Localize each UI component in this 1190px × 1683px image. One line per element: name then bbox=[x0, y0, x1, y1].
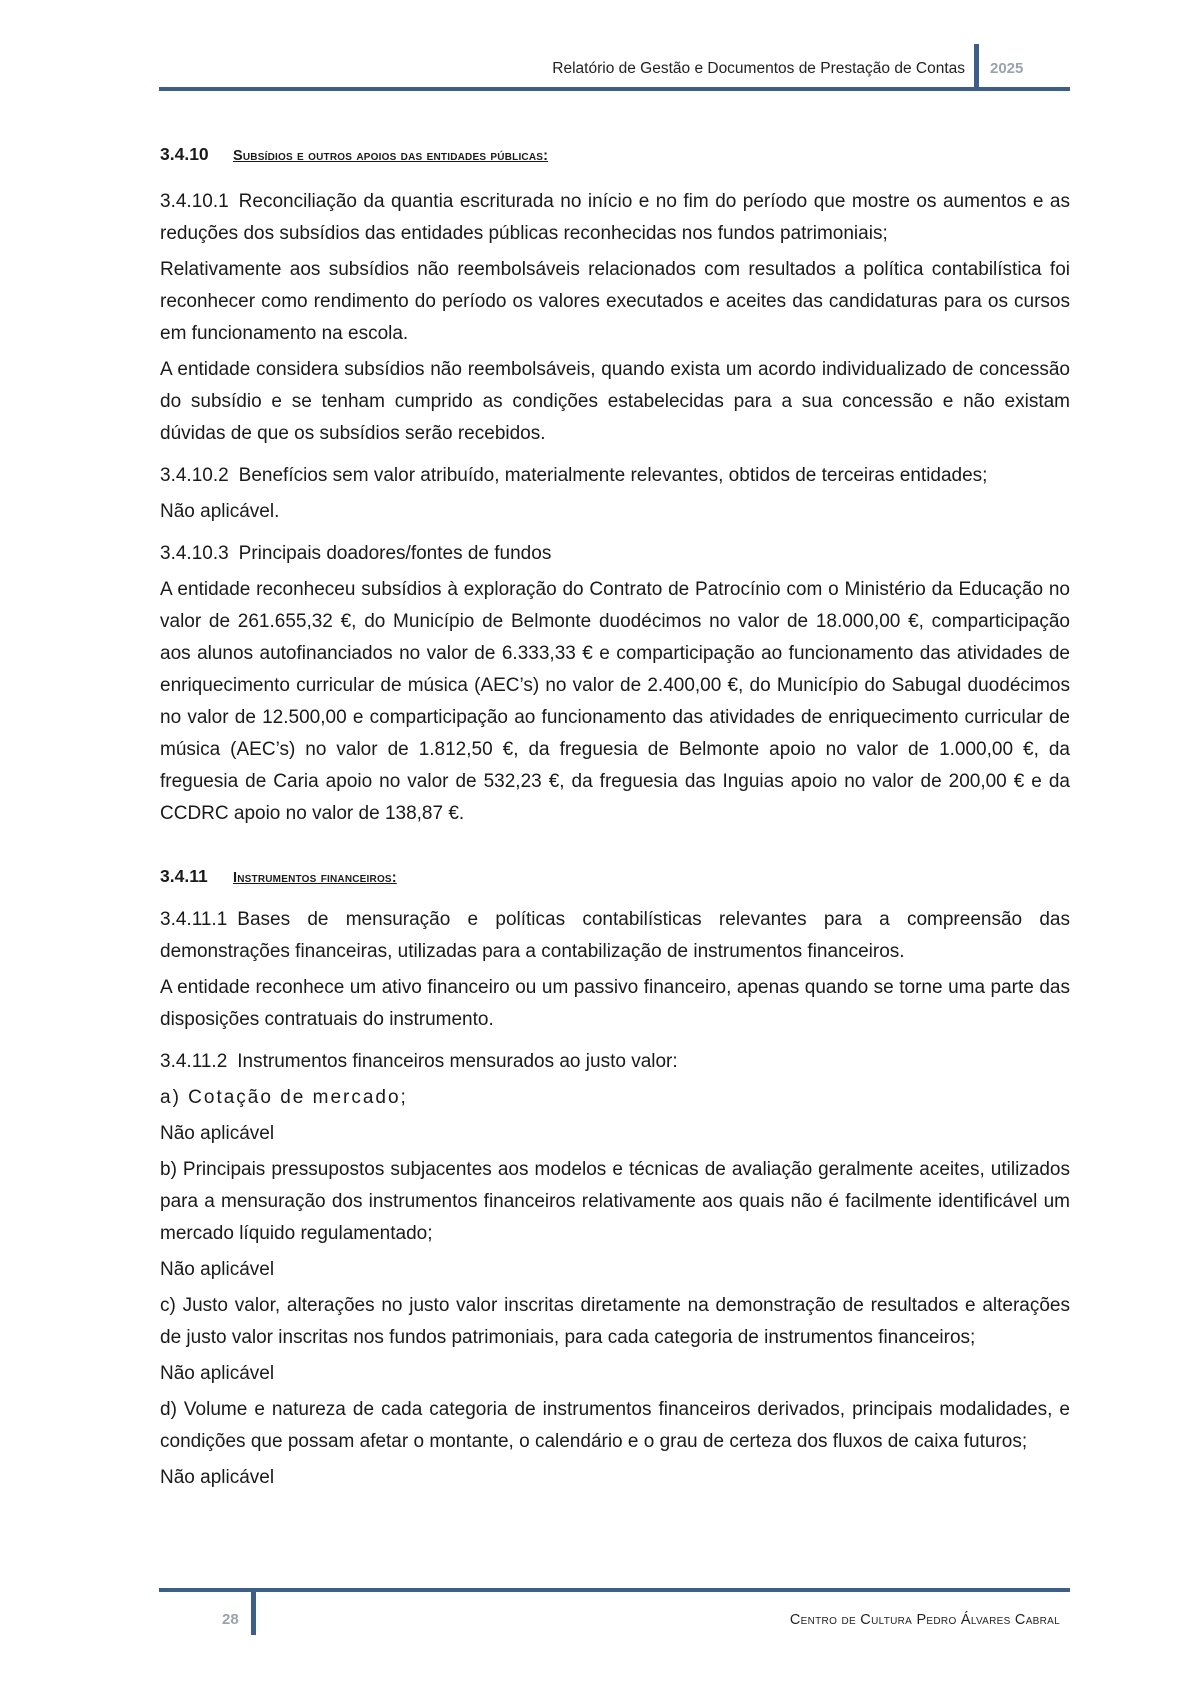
section-heading-3-4-11 bbox=[160, 864, 1070, 890]
subsection-text: Instrumentos financeiros mensurados ao justo valor: bbox=[237, 1051, 678, 1072]
page-content bbox=[160, 142, 1070, 1494]
page-number: 28 bbox=[222, 1611, 239, 1628]
header-rule bbox=[159, 87, 1070, 91]
paragraph: Não aplicável. bbox=[160, 501, 280, 522]
paragraph: Relativamente aos subsídios não reembolsáveis relacionados com resultados a política contabilística foi reconhecer como rendimento do período os valores executados e aceites das candidaturas para os cursos em funcionamento na escola. bbox=[160, 259, 1070, 344]
answer-text: Não aplicável bbox=[160, 1259, 275, 1280]
subsection-number: 3.4.10.2 bbox=[160, 465, 229, 486]
header-year: 2025 bbox=[990, 60, 1024, 77]
subsection-3-4-10-3-heading bbox=[160, 538, 1070, 570]
section-number: 3.4.11 bbox=[160, 866, 208, 886]
section-number: 3.4.10 bbox=[160, 144, 209, 164]
subsection-text: Principais doadores/fontes de fundos bbox=[238, 543, 552, 564]
subsection-3-4-11-1-heading bbox=[160, 904, 1070, 968]
subsection-number: 3.4.11.2 bbox=[160, 1051, 228, 1072]
paragraph: A entidade considera subsídios não reembolsáveis, quando exista um acordo individualizado de concessão do subsídio e se tenham cumprido as condições estabelecidas para a sua concessão e não existam dúvidas de que os subsídios serão recebidos. bbox=[160, 359, 1070, 444]
subsection-3-4-10-2-heading bbox=[160, 460, 1070, 492]
answer-text: Não aplicável bbox=[160, 1363, 275, 1384]
subsection-text: Bases de mensuração e políticas contabilísticas relevantes para a compreensão das demonstrações financeiras, utilizadas para a contabilização de instrumentos financeiros. bbox=[160, 909, 1070, 962]
list-item: c) Justo valor, alterações no justo valor inscritas diretamente na demonstração de resultados e alterações de justo valor inscritas nos fundos patrimoniais, para cada categoria de instrumentos financeiros; bbox=[160, 1295, 1070, 1348]
paragraph: A entidade reconheceu subsídios à exploração do Contrato de Patrocínio com o Ministério da Educação no valor de 261.655,32 €, do Município de Belmonte duodécimos no valor de 18.000,00 €, comparticipação aos alunos autofinanciados no valor de 6.333,33 € e comparticipação ao funcionamento das atividades de enriquecimento curricular de música (AEC’s) no valor de 2.400,00 €, do Município do Sabugal duodécimos no valor de 12.500,00 e comparticipação ao funcionamento das atividades de enriquecimento curricular de música (AEC’s) no valor de 1.812,50 €, da freguesia de Belmonte apoio no valor de 1.000,00 €, da freguesia de Caria apoio no valor de 532,23 €, da freguesia das Inguias apoio no valor de 200,00 € e da CCDRC apoio no valor de 138,87 €. bbox=[160, 579, 1070, 824]
subsection-3-4-10-1-heading bbox=[160, 186, 1070, 250]
header-divider bbox=[974, 44, 979, 90]
footer-divider bbox=[251, 1589, 256, 1635]
list-item: b) Principais pressupostos subjacentes aos modelos e técnicas de avaliação geralmente aceites, utilizados para a mensuração dos instrumentos financeiros relativamente aos quais não é facilmente identificável um mercado líquido regulamentado; bbox=[160, 1159, 1070, 1244]
paragraph: A entidade reconhece um ativo financeiro ou um passivo financeiro, apenas quando se torne uma parte das disposições contratuais do instrumento. bbox=[160, 977, 1070, 1030]
list-item: a) Cotação de mercado; bbox=[160, 1087, 408, 1108]
section-heading-3-4-10 bbox=[160, 142, 1070, 168]
subsection-text: Benefícios sem valor atribuído, materialmente relevantes, obtidos de terceiras entidades; bbox=[238, 465, 988, 486]
subsection-number: 3.4.10.3 bbox=[160, 543, 229, 564]
footer-rule bbox=[159, 1588, 1070, 1592]
subsection-text: Reconciliação da quantia escriturada no início e no fim do período que mostre os aumentos e as reduções dos subsídios das entidades públicas reconhecidas nos fundos patrimoniais; bbox=[160, 191, 1070, 244]
section-title: Instrumentos financeiros: bbox=[233, 870, 397, 886]
subsection-number: 3.4.11.1 bbox=[160, 909, 228, 930]
answer-text: Não aplicável bbox=[160, 1467, 275, 1488]
list-item: d) Volume e natureza de cada categoria de instrumentos financeiros derivados, principais modalidades, e condições que possam afetar o montante, o calendário e o grau de certeza dos fluxos de caixa futuros; bbox=[160, 1399, 1070, 1452]
subsection-number: 3.4.10.1 bbox=[160, 191, 229, 212]
section-title: Subsídios e outros apoios das entidades públicas: bbox=[233, 148, 549, 164]
footer-organization: Centro de Cultura Pedro Álvares Cabral bbox=[789, 1612, 1060, 1628]
header-title: Relatório de Gestão e Documentos de Prestação de Contas bbox=[552, 60, 965, 77]
answer-text: Não aplicável bbox=[160, 1123, 275, 1144]
subsection-3-4-11-2-heading bbox=[160, 1046, 1070, 1078]
